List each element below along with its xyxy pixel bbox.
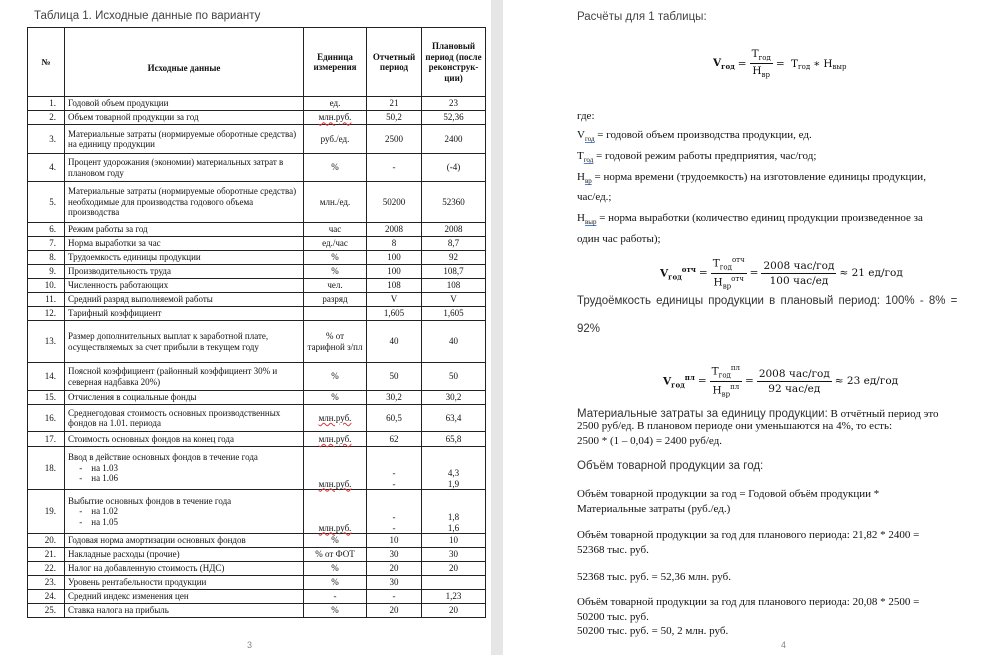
row-name: Средний разряд выполняемой работы (65, 293, 304, 307)
row-report-value: 50200 (367, 182, 422, 223)
row-unit: ед./час (304, 237, 367, 251)
row-number: 23. (28, 576, 65, 590)
table-row (28, 391, 486, 405)
row-plan-value: 20 (422, 604, 486, 618)
row-number: 11. (28, 293, 65, 307)
row-name: Процент удорожания (экономии) материальных затрат в плановом году (65, 154, 304, 182)
table-row (28, 111, 486, 125)
row-name: Ввод в действие основных фондов в течение года - на 1.03 - на 1.06 (65, 447, 304, 490)
volume-p4a: Объём товарной продукции за год для планового периода: 20,08 * 2500 = (577, 596, 920, 608)
row-report-value: 50,2 (367, 111, 422, 125)
row-unit: чел. (304, 279, 367, 293)
row-unit: % (304, 265, 367, 279)
row-number: 22. (28, 562, 65, 576)
row-number: 16. (28, 405, 65, 432)
definition-line: час/ед.; (577, 191, 612, 203)
definition-line: $Н_{вр}$ = норма времени (трудоемкость) на изготовление единицы продукции, (577, 171, 926, 186)
row-unit: % (304, 534, 367, 548)
row-report-value: 20 (367, 562, 422, 576)
row-name: Численность работающих (65, 279, 304, 293)
table-row (28, 223, 486, 237)
row-number: 5. (28, 182, 65, 223)
row-report-value: 21 (367, 97, 422, 111)
row-plan-value: 92 (422, 251, 486, 265)
row-plan-value: 30,2 (422, 391, 486, 405)
table-row (28, 293, 486, 307)
row-number: 1. (28, 97, 65, 111)
table-row (28, 590, 486, 604)
row-plan-value: 30 (422, 548, 486, 562)
table-row (28, 432, 486, 447)
table-row (28, 154, 486, 182)
row-unit: % (304, 251, 367, 265)
row-report-value: 60,5 (367, 405, 422, 432)
table-row (28, 534, 486, 548)
row-unit: час (304, 223, 367, 237)
row-report-value: - - (367, 447, 422, 490)
source-data-table (27, 27, 486, 618)
volume-p2a: Объём товарной продукции за год для планового периода: 21,82 * 2400 = (577, 529, 920, 541)
row-name: Накладные расходы (прочие) (65, 548, 304, 562)
row-report-value: - (367, 154, 422, 182)
header-number: № (28, 28, 65, 97)
volume-p1a: Объём товарной продукции за год = Годовой объём продукции * (577, 488, 880, 500)
row-unit: - (304, 590, 367, 604)
table-row (28, 97, 486, 111)
material-costs-line2: 2500 руб/ед. В плановом периоде они уменьшаются на 4%, то есть: (577, 420, 893, 432)
material-costs-line3: 2500 * (1 – 0,04) = 2400 руб/ед. (577, 435, 722, 447)
row-unit: % (304, 562, 367, 576)
header-plan-period: Плановый период (после реконструк-ции) (422, 28, 486, 97)
row-number: 8. (28, 251, 65, 265)
row-report-value: 8 (367, 237, 422, 251)
row-plan-value: 10 (422, 534, 486, 548)
header-unit: Единица измерения (304, 28, 367, 97)
table-header-row (28, 28, 486, 97)
row-plan-value (422, 576, 486, 590)
row-number: 14. (28, 363, 65, 391)
row-name: Размер дополнительных выплат к заработной плате, осуществляемых за счет прибыли в текущем году (65, 321, 304, 363)
row-unit: % (304, 363, 367, 391)
table-row (28, 237, 486, 251)
row-report-value: 50 (367, 363, 422, 391)
table-row (28, 447, 486, 490)
row-number: 24. (28, 590, 65, 604)
row-name: Налог на добавленную стоимость (НДС) (65, 562, 304, 576)
page-3 (0, 0, 491, 655)
row-name: Производительность труда (65, 265, 304, 279)
row-number: 13. (28, 321, 65, 363)
row-plan-value: 23 (422, 97, 486, 111)
row-plan-value: 2008 (422, 223, 486, 237)
row-name: Поясной коэффициент (районный коэффициент 30% и северная надбавка 20%) (65, 363, 304, 391)
row-name: Тарифный коэффициент (65, 307, 304, 321)
row-plan-value: 2400 (422, 125, 486, 154)
row-number: 25. (28, 604, 65, 618)
row-report-value: - - (367, 490, 422, 534)
table-row (28, 182, 486, 223)
row-number: 7. (28, 237, 65, 251)
labor-intensity-line: Трудоёмкость единицы продукции в плановый период: 100% - 8% = (577, 295, 958, 307)
row-plan-value: 1,23 (422, 590, 486, 604)
row-name: Материальные затраты (нормируемые оборотные средства) необходимые для производства годового объема производства (65, 182, 304, 223)
row-name: Норма выработки за час (65, 237, 304, 251)
row-name: Среднегодовая стоимость основных производственных фондов на 1.01. периода (65, 405, 304, 432)
row-report-value: 30,2 (367, 391, 422, 405)
row-name: Трудоемкость единицы продукции (65, 251, 304, 265)
definition-line: один час работы); (577, 233, 661, 245)
row-report-value: 30 (367, 576, 422, 590)
row-name: Уровень рентабельности продукции (65, 576, 304, 590)
table-row (28, 251, 486, 265)
row-unit: млн.руб. (304, 111, 367, 125)
row-unit: % (304, 576, 367, 590)
volume-p2b: 52368 тыс. руб. (577, 544, 649, 556)
row-report-value: 108 (367, 279, 422, 293)
row-name: Средний индекс изменения цен (65, 590, 304, 604)
row-name: Выбытие основных фондов в течение года - на 1.02 - на 1.05 (65, 490, 304, 534)
row-plan-value: 1,605 (422, 307, 486, 321)
definition-line: $Т_{год}$ = годовой режим работы предприятия, час/год; (577, 150, 817, 165)
row-report-value: 2500 (367, 125, 422, 154)
row-plan-value: V (422, 293, 486, 307)
volume-p4c: 50200 тыс. руб. = 50, 2 млн. руб. (577, 625, 729, 637)
table-row (28, 125, 486, 154)
row-number: 20. (28, 534, 65, 548)
labor-intensity-result: 92% (577, 323, 601, 335)
row-plan-value: 8,7 (422, 237, 486, 251)
row-unit: млн.руб. (304, 405, 367, 432)
row-plan-value: 52360 (422, 182, 486, 223)
row-plan-value: 108,7 (422, 265, 486, 279)
row-plan-value: 63,4 (422, 405, 486, 432)
row-number: 2. (28, 111, 65, 125)
row-report-value: 62 (367, 432, 422, 447)
table-row (28, 321, 486, 363)
f1-lhs: $V_{год}$ (713, 56, 735, 71)
row-number: 9. (28, 265, 65, 279)
page-number: 4 (781, 640, 787, 650)
row-report-value: 20 (367, 604, 422, 618)
definition-line: $V_{год}$ = годовой объем производства продукции, ед. (577, 129, 812, 144)
row-plan-value: 65,8 (422, 432, 486, 447)
table-row (28, 265, 486, 279)
row-plan-value: 50 (422, 363, 486, 391)
row-name: Объем товарной продукции за год (65, 111, 304, 125)
row-number: 17. (28, 432, 65, 447)
table-row (28, 490, 486, 534)
page-number: 3 (247, 640, 253, 650)
f1-fraction: $\frac{Т_{год}}{Н_{вр}}$ (751, 48, 771, 80)
row-number: 15. (28, 391, 65, 405)
row-plan-value: (-4) (422, 154, 486, 182)
volume-heading: Объём товарной продукции за год: (577, 460, 764, 472)
page-4 (503, 0, 1000, 655)
row-unit (304, 307, 367, 321)
row-report-value: 100 (367, 265, 422, 279)
volume-p1b: Материальные затраты (руб./ед.) (577, 503, 731, 515)
row-unit: % (304, 391, 367, 405)
row-name: Ставка налога на прибыль (65, 604, 304, 618)
row-report-value: 30 (367, 548, 422, 562)
row-number: 19. (28, 490, 65, 534)
row-report-value: 100 (367, 251, 422, 265)
row-plan-value: 40 (422, 321, 486, 363)
row-report-value: 10 (367, 534, 422, 548)
row-plan-value: 1,8 1,6 (422, 490, 486, 534)
row-number: 3. (28, 125, 65, 154)
table-row (28, 576, 486, 590)
formula-volume-plan: $V_{год}^{пл}$ = $\frac{Т_{год}^{пл}}{Н_{вр}^{пл}}$ = $\frac{\text{2008 час/год}}{\text{92 час/ед}}$ ≈ 23 ед/год (663, 364, 899, 399)
where-label: где: (577, 110, 595, 122)
table-row (28, 405, 486, 432)
row-unit: млн.руб. (304, 490, 367, 534)
header-report-period: Отчетный период (367, 28, 422, 97)
row-unit: % (304, 154, 367, 182)
row-unit: % (304, 604, 367, 618)
row-plan-value: 52,36 (422, 111, 486, 125)
table-row (28, 279, 486, 293)
row-plan-value: 20 (422, 562, 486, 576)
row-number: 6. (28, 223, 65, 237)
row-number: 18. (28, 447, 65, 490)
row-name: Режим работы за год (65, 223, 304, 237)
row-report-value: 1,605 (367, 307, 422, 321)
row-name: Материальные затраты (нормируемые оборотные средства) на единицу продукции (65, 125, 304, 154)
row-unit: млн.руб. (304, 432, 367, 447)
row-unit: % от тарифной з/пл (304, 321, 367, 363)
row-name: Отчисления в социальные фонды (65, 391, 304, 405)
table-row (28, 604, 486, 618)
row-plan-value: 4,3 1,9 (422, 447, 486, 490)
row-report-value: 40 (367, 321, 422, 363)
row-name: Стоимость основных фондов на конец года (65, 432, 304, 447)
row-unit: руб./ед. (304, 125, 367, 154)
formula-volume: $V_{год}$ = $\frac{Т_{год}}{Н_{вр}}$ = Т $_{год}$ ∗ Н $_{выр}$ (713, 48, 847, 80)
row-number: 12. (28, 307, 65, 321)
material-costs-line: Материальные затраты за единицу продукции: В отчётный период это (577, 408, 939, 420)
row-report-value: V (367, 293, 422, 307)
row-unit: млн./ед. (304, 182, 367, 223)
row-number: 4. (28, 154, 65, 182)
row-unit: млн.руб. (304, 447, 367, 490)
table-row (28, 307, 486, 321)
row-number: 10. (28, 279, 65, 293)
row-unit: % от ФОТ (304, 548, 367, 562)
row-unit: разряд (304, 293, 367, 307)
table-row (28, 562, 486, 576)
formula-volume-report: $V_{год}^{отч}$ = $\frac{Т_{год}^{отч}}{Н_{вр}^{отч}}$ = $\frac{\text{2008 час/год}}{\text{100 час/ед}}$ ≈ 21 ед/год (660, 256, 903, 291)
row-report-value: - (367, 590, 422, 604)
row-name: Годовая норма амортизации основных фондов (65, 534, 304, 548)
table-row (28, 363, 486, 391)
table-caption: Таблица 1. Исходные данные по варианту (34, 10, 261, 22)
row-plan-value: 108 (422, 279, 486, 293)
header-source-data: Исходные данные (65, 28, 304, 97)
calc-title: Расчёты для 1 таблицы: (577, 11, 707, 23)
table-row (28, 548, 486, 562)
volume-p3: 52368 тыс. руб. = 52,36 млн. руб. (577, 571, 731, 583)
row-number: 21. (28, 548, 65, 562)
volume-p4b: 50200 тыс. руб. (577, 611, 649, 623)
row-report-value: 2008 (367, 223, 422, 237)
row-name: Годовой объем продукции (65, 97, 304, 111)
definition-line: $Н_{выр}$ = норма выработки (количество единиц продукции произведенное за (577, 212, 923, 227)
row-unit: ед. (304, 97, 367, 111)
